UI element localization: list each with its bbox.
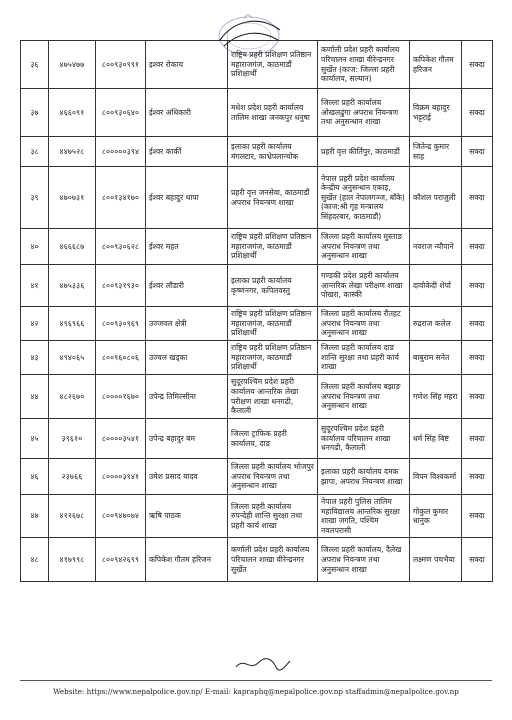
new-posting: जिल्ला प्रहरी कार्यालय दाङ शान्ति सुरक्षा तथा प्रहरी कार्य शाखा	[318, 341, 410, 375]
employee-name: ईश्वर कार्की	[146, 137, 228, 167]
personnel-number: ३९६१०	[49, 419, 96, 459]
current-posting: कर्णाली प्रदेश प्रहरी कार्यालय परिचालन शाखा वीरेन्द्रनगर सुर्खेत	[228, 538, 318, 582]
row-number: ३८	[21, 137, 49, 167]
current-posting: राष्ट्रिय प्रहरी प्रशिक्षण प्रतिष्ठान महाराजगंज, काठमाडौं प्रशिक्षार्थी	[228, 229, 318, 265]
new-posting: इलाका प्रहरी कार्यालय दमक झापा, अपराध नियन्त्रण शाखा	[318, 459, 410, 495]
table-row	[21, 375, 493, 419]
current-posting: सुदूरपश्चिम प्रदेश प्रहरी कार्यालय आन्तरिक लेखा परीक्षण शाखा धनगढी, कैलाली	[228, 375, 318, 419]
current-posting: इलाका प्रहरी कार्यालय कृष्णनगर, कपिलवस्तु	[228, 265, 318, 307]
personnel-number: ४७५४७७	[49, 41, 96, 89]
table-row	[21, 89, 493, 137]
employee-id: ८००९३०६४०	[96, 89, 146, 137]
new-posting: कर्णाली प्रदेश प्रहरी कार्यालय परिचालन शाखा वीरेन्द्रनगर सुर्खेत (काज: जिल्ला प्रहरी कार्यालय, सल्यान)	[318, 41, 410, 89]
new-posting: गण्डकी प्रदेश प्रहरी कार्यालय आन्तरिक लेखा परीक्षण शाखा पोखरा, कास्की	[318, 265, 410, 307]
employee-id: ८००००१६७०	[96, 375, 146, 419]
status-cell: सक्दा	[462, 341, 493, 375]
employee-id: ८०००००३९४	[96, 137, 146, 167]
employee-name: ऋषि पाठक	[146, 495, 228, 538]
replacement-name: नवराज न्यौपाने	[410, 229, 462, 265]
personnel-number: २३७६६	[49, 459, 96, 495]
employee-id: ८००९३१९३०	[96, 265, 146, 307]
employee-name: ईश्वर लौडारी	[146, 265, 228, 307]
table-row	[21, 459, 493, 495]
personnel-number: ४४७५२८	[49, 137, 96, 167]
new-posting: जिल्ला प्रहरी कार्यालय ओखलढुंगा अपराध नियन्त्रण तथा अनुसन्धान शाखा	[318, 89, 410, 137]
row-number: ४३	[21, 341, 49, 375]
status-cell: सक्दा	[462, 137, 493, 167]
replacement-name: दावोकेदी शेर्पा	[410, 265, 462, 307]
replacement-name: धर्म सिंह बिष्ट	[410, 419, 462, 459]
row-number: ४६	[21, 459, 49, 495]
table-row	[21, 495, 493, 538]
employee-id: ८००९४२६९९	[96, 538, 146, 582]
personnel-number: ४९४०६५	[49, 341, 96, 375]
replacement-name: गोकुल कुमार धानुक	[410, 495, 462, 538]
employee-id: ८००९४७०७४	[96, 495, 146, 538]
employee-id: ८००१३४१७०	[96, 167, 146, 229]
replacement-name: रुद्रराज कलेल	[410, 307, 462, 341]
current-posting: जिल्ला प्रहरी कार्यालय भोजपुर अपराध नियन्त्रण तथा अनुसन्धान शाखा	[228, 459, 318, 495]
table-row	[21, 341, 493, 375]
row-number: ३९	[21, 167, 49, 229]
transfer-roster-table	[20, 40, 493, 582]
row-number: ४४	[21, 375, 49, 419]
status-cell: सक्दा	[462, 375, 493, 419]
table-row	[21, 538, 493, 582]
personnel-number: ४९६९६६	[49, 307, 96, 341]
personnel-number: ४६६०९१	[49, 89, 96, 137]
footer-contact: Website: https://www.nepalpolice.gov.np/ E-mail: kapraphq@nepalpolice.gov.np staffadmin@nepalpolice.gov.np	[53, 687, 459, 696]
signature-mark	[232, 655, 292, 673]
replacement-name: गणेश सिंह महरा	[410, 375, 462, 419]
employee-name: ईश्वर महत	[146, 229, 228, 265]
table-row	[21, 229, 493, 265]
new-posting: सुदूरपश्चिम प्रदेश प्रहरी कार्यालय परिचालन शाखा धनगढी, कैलाली	[318, 419, 410, 459]
new-posting: नेपाल प्रहरी प्रदेश कार्यालय केन्द्रीय अनुसन्धान एकाइ, सुर्खेत (हाल नेपालगञ्ज, बाँके) (काज:श्री गृह मन्त्रालय सिंहदरबार, काठमाडौं)	[318, 167, 410, 229]
status-cell: सक्दा	[462, 419, 493, 459]
replacement-name: बाबुराम सनेत	[410, 341, 462, 375]
personnel-number: ४७५३३६	[49, 265, 96, 307]
personnel-number: ४७०७३१	[49, 167, 96, 229]
employee-name: कपिकेश गौतम हरिजन	[146, 538, 228, 582]
table-row	[21, 419, 493, 459]
current-posting: राष्ट्रिय प्रहरी प्रशिक्षण प्रतिष्ठान महाराजगंज, काठमाडौं प्रशिक्षार्थी	[228, 41, 318, 89]
new-posting: जिल्ला प्रहरी कार्यालय, दैलेख अपराध नियन्त्रण तथा अनुसन्धान शाखा	[318, 538, 410, 582]
employee-name: उपेन्द्र तिमिल्सीना	[146, 375, 228, 419]
footer-divider	[20, 680, 492, 681]
employee-name: उपेन्द्र बहादुर बम	[146, 419, 228, 459]
row-number: ३७	[21, 89, 49, 137]
new-posting: जिल्ला प्रहरी कार्यालय रौतहट अपराध नियन्त्रण तथा अनुसन्धान शाखा	[318, 307, 410, 341]
employee-name: ईश्वर बहादुर थापा	[146, 167, 228, 229]
row-number: ४१	[21, 265, 49, 307]
new-posting: जिल्ला प्रहरी कार्यालय मुस्ताङ अपराध नियन्त्रण तथा अनुसन्धान शाखा	[318, 229, 410, 265]
table-row	[21, 307, 493, 341]
status-cell: सक्दा	[462, 41, 493, 89]
personnel-number: ४८२६७०	[49, 375, 96, 419]
table-row	[21, 265, 493, 307]
employee-name: उमेश प्रसाद यादव	[146, 459, 228, 495]
row-number: ४०	[21, 229, 49, 265]
personnel-number: ४१७९९८	[49, 538, 96, 582]
personnel-number: ४६६६८७	[49, 229, 96, 265]
employee-name: उज्जवल क्षेत्री	[146, 307, 228, 341]
replacement-name: विक्रम बहादुर भट्टराई	[410, 89, 462, 137]
employee-name: इश्वर रोकाय	[146, 41, 228, 89]
employee-id: ८००९३०९९१	[96, 41, 146, 89]
replacement-name: कपिकेश गौतम हरिजन	[410, 41, 462, 89]
current-posting: इलाका प्रहरी कार्यालय मंगलटार, काभ्रेपलान्चोक	[228, 137, 318, 167]
replacement-name: लक्ष्मण पचभैया	[410, 538, 462, 582]
status-cell: सक्दा	[462, 265, 493, 307]
employee-id: ८००९३०९६९	[96, 307, 146, 341]
status-cell: सक्दा	[462, 307, 493, 341]
table-row	[21, 41, 493, 89]
replacement-name: विपन विश्वकर्मा	[410, 459, 462, 495]
current-posting: जिल्ला ट्राफिक प्रहरी कार्यालय, दाङ	[228, 419, 318, 459]
new-posting: जिल्ला प्रहरी कार्यालय बझाङ अपराध नियन्त्रण तथा अनुसन्धान शाखा	[318, 375, 410, 419]
current-posting: राष्ट्रिय प्रहरी प्रशिक्षण प्रतिष्ठान महाराजगंज, काठमाडौं प्रशिक्षार्थी	[228, 341, 318, 375]
row-number: ४५	[21, 419, 49, 459]
employee-id: ८००९६०८०६	[96, 341, 146, 375]
employee-name: ईश्वर अधिकारी	[146, 89, 228, 137]
current-posting: मधेश प्रदेश प्रहरी कार्यालय तालिम शाखा जनकपुर धनुषा	[228, 89, 318, 137]
status-cell: सक्दा	[462, 538, 493, 582]
status-cell: सक्दा	[462, 495, 493, 538]
status-cell: सक्दा	[462, 167, 493, 229]
employee-id: ८००९३०६२८	[96, 229, 146, 265]
employee-id: ८००००३९४१	[96, 459, 146, 495]
table-row	[21, 167, 493, 229]
new-posting: नेपाल प्रहरी पुलिस तालिम महाविद्यालय आन्तरिक सुरक्षा शाखा जगति, पश्चिम नवलपरासी	[318, 495, 410, 538]
employee-name: उज्वल खड्का	[146, 341, 228, 375]
status-cell: सक्दा	[462, 459, 493, 495]
status-cell: सक्दा	[462, 229, 493, 265]
replacement-name: जितेन्द्र कुमार साह	[410, 137, 462, 167]
row-number: ४२	[21, 307, 49, 341]
row-number: ४८	[21, 538, 49, 582]
row-number: ३६	[21, 41, 49, 89]
replacement-name: कौशल पराजुली	[410, 167, 462, 229]
status-cell: सक्दा	[462, 89, 493, 137]
personnel-number: ४१२६७८	[49, 495, 96, 538]
employee-id: ८००००३५४१	[96, 419, 146, 459]
current-posting: राष्ट्रिय प्रहरी प्रशिक्षण प्रतिष्ठान महाराजगंज, काठमाडौं प्रशिक्षार्थी	[228, 307, 318, 341]
current-posting: जिल्ला प्रहरी कार्यालय रुपन्देही शान्ति सुरक्षा तथा प्रहरी कार्य शाखा	[228, 495, 318, 538]
current-posting: प्रहरी वृत्त जनसेवा, काठमाडौं अपराध नियन्त्रण शाखा	[228, 167, 318, 229]
row-number: ४७	[21, 495, 49, 538]
table-row	[21, 137, 493, 167]
new-posting: प्रहरी वृत्त कीर्तिपुर, काठमाडौं	[318, 137, 410, 167]
